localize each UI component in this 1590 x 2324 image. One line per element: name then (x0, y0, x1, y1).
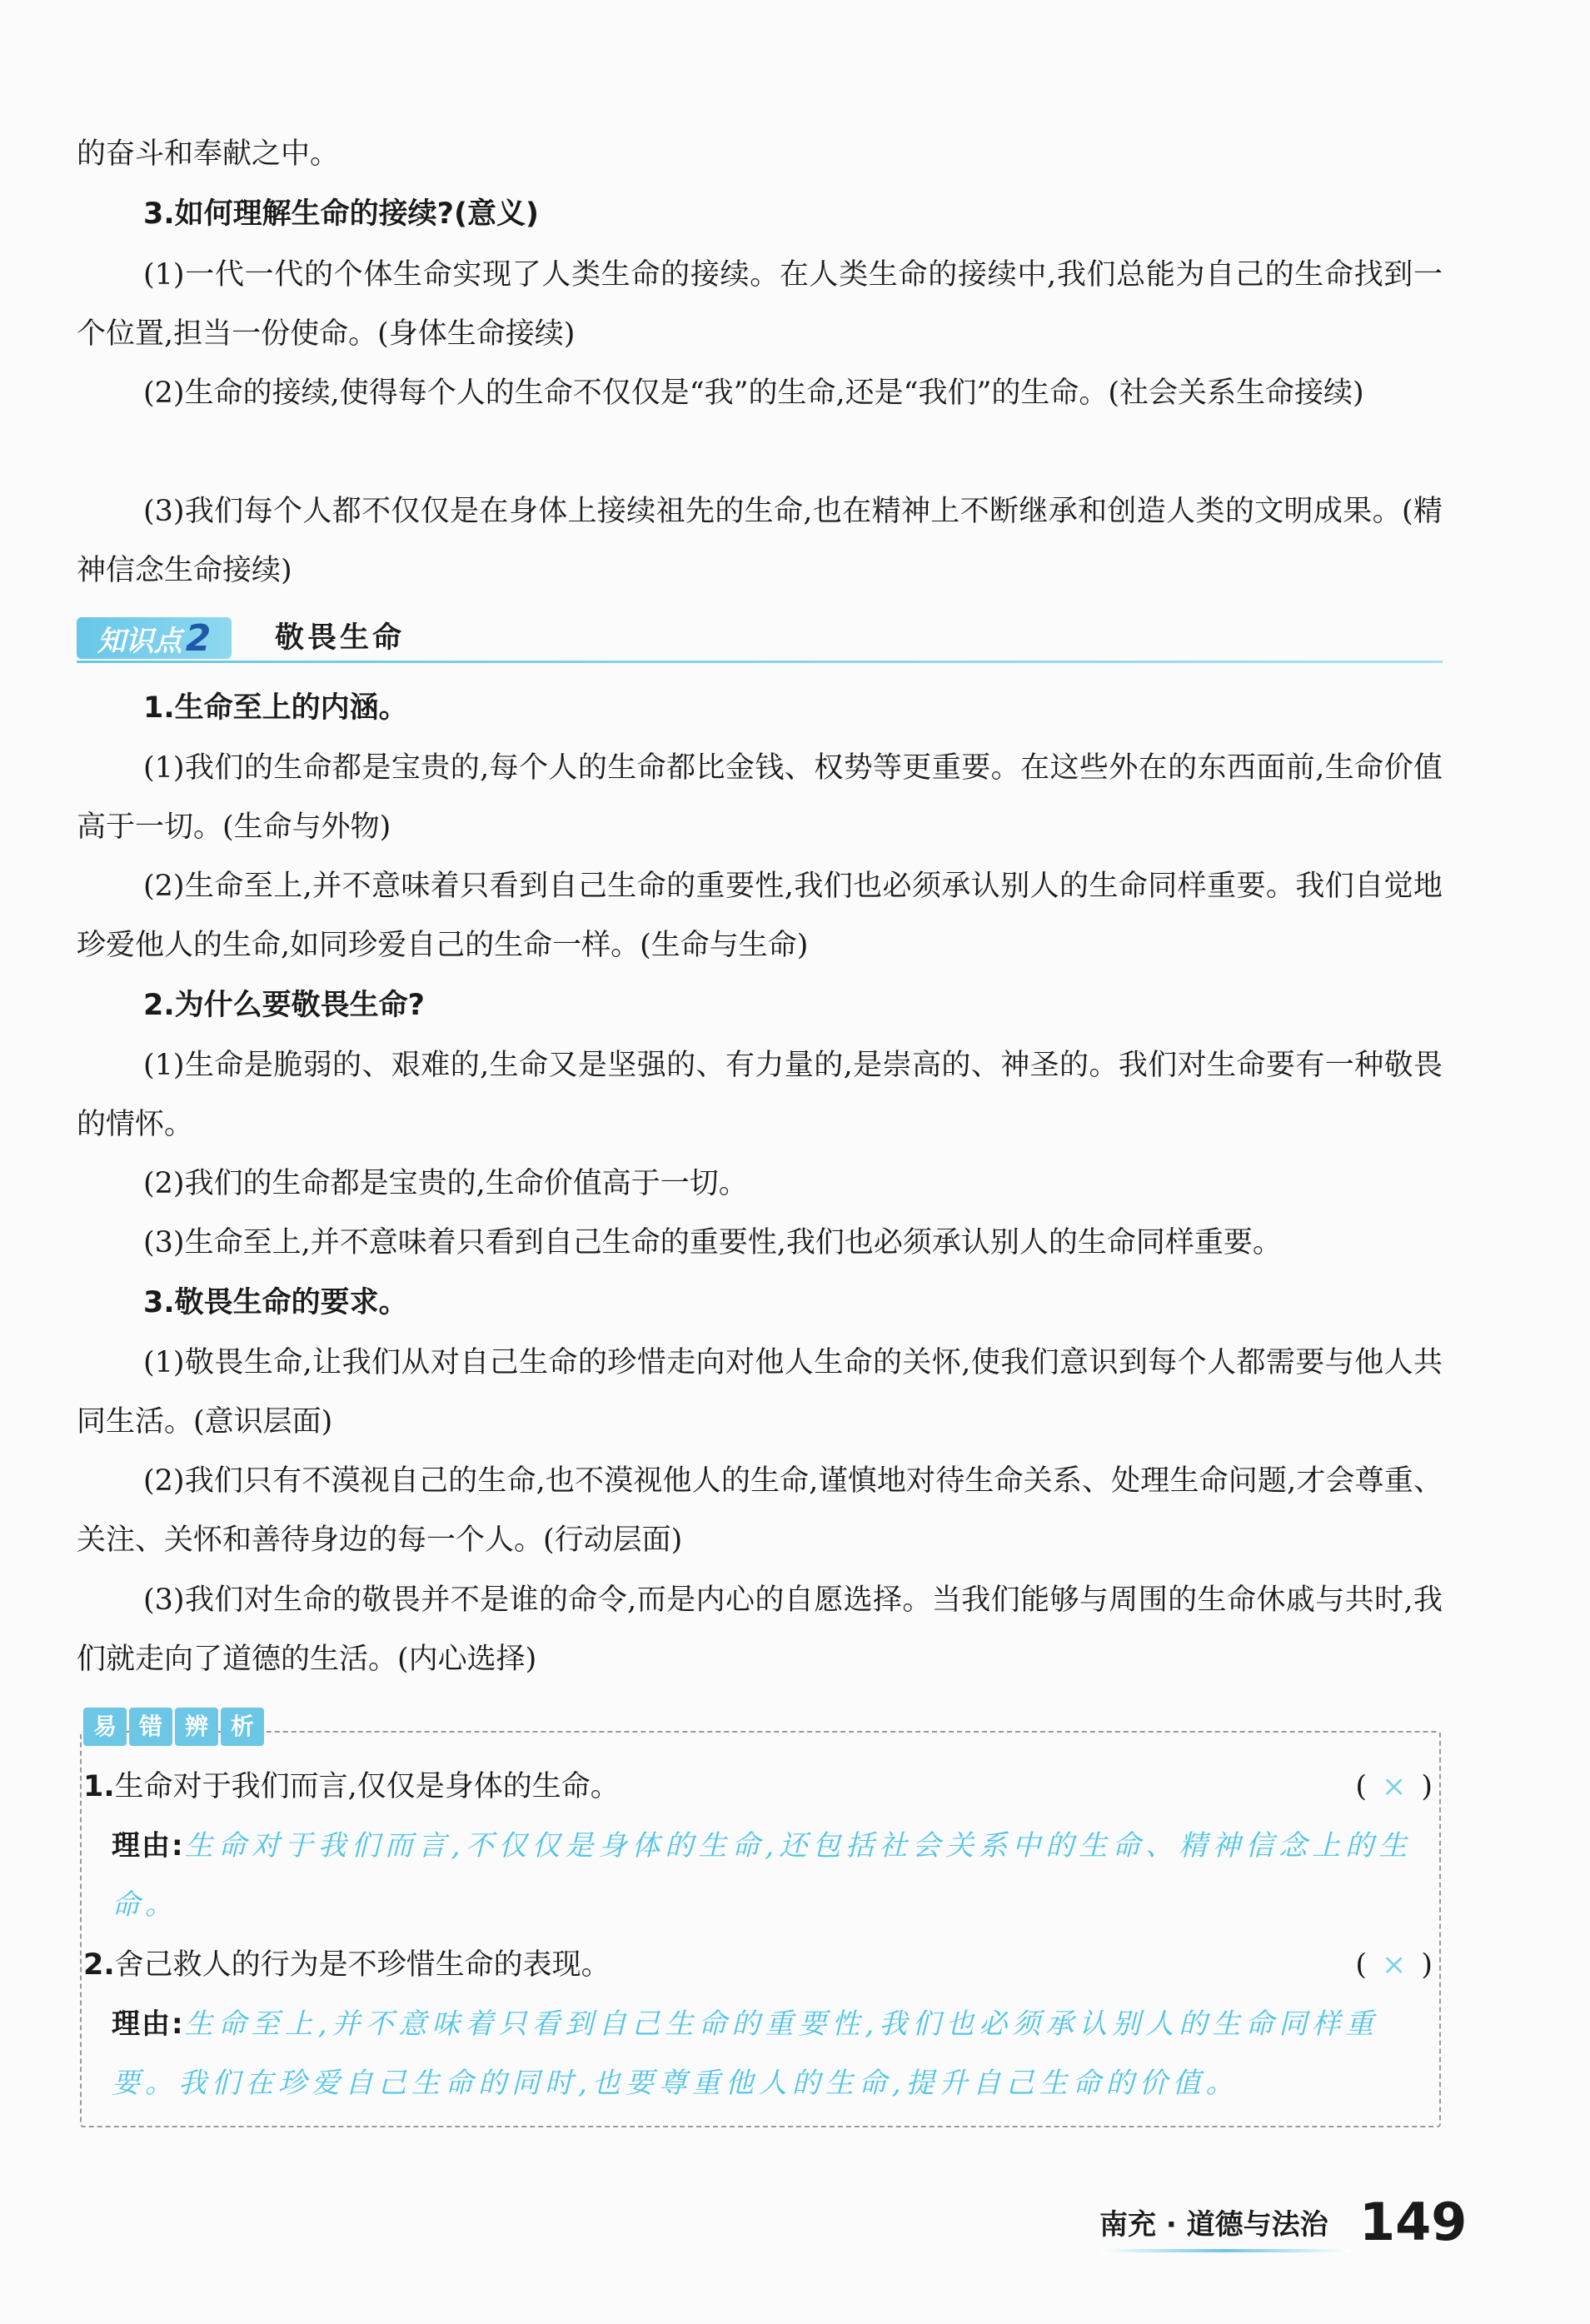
error-item-1-reason (112, 1817, 1436, 1935)
q3-item-1: (1)一代一代的个体生命实现了人类生命的接续。在人类生命的接续中,我们总能为自己的生命找到一个位置,担当一份使命。(身体生命接续) (77, 258, 1443, 351)
error-tag-char-3: 辨 (175, 1708, 218, 1746)
error-item-2 (83, 1936, 1433, 1995)
s2-heading-1: 1.生命至上的内涵。 (143, 691, 408, 725)
s2-h3-item-1: (1)敬畏生命,让我们从对自己生命的珍惜走向对他人生命的关怀,使我们意识到每个人都需要与他人共同生活。(意识层面) (77, 1346, 1443, 1439)
wrong-mark-icon: × (1382, 1770, 1407, 1803)
error-item-1-judgement (1355, 1758, 1433, 1817)
error-item-2-number: 2. (83, 1948, 115, 1982)
s2-h1-item-1: (1)我们的生命都是宝贵的,每个人的生命都比金钱、权势等更重要。在这些外在的东西面前,生命价值高于一切。(生命与外物) (77, 751, 1443, 844)
error-item-1-reason-text: 生命对于我们而言,不仅仅是身体的生命,还包括社会关系中的生命、精神信念上的生命。 (112, 1829, 1413, 1922)
s2-heading-3: 3.敬畏生命的要求。 (143, 1286, 408, 1319)
paren-close: ) (1421, 1948, 1433, 1982)
error-item-1-number: 1. (83, 1770, 115, 1803)
knowledge-point-banner (77, 612, 1443, 664)
footer-subject: 南充 · 道德与法治 (1099, 2208, 1328, 2242)
error-item-1-statement: 生命对于我们而言,仅仅是身体的生命。 (114, 1770, 620, 1803)
s2-h3-item-3: (3)我们对生命的敬畏并不是谁的命令,而是内心的自愿选择。当我们能够与周围的生命休戚与共时,我们就走向了道德的生活。(内心选择) (77, 1583, 1443, 1676)
paren-open: ( (1355, 1770, 1368, 1803)
error-item-2-judgement (1355, 1936, 1433, 1995)
error-analysis-tag (83, 1708, 264, 1748)
q3-item-2: (2)生命的接续,使得每个人的生命不仅仅是“我”的生命,还是“我们”的生命。(社会关系生命接续) (143, 377, 1364, 410)
error-tag-char-2: 错 (129, 1708, 172, 1746)
q3-item-3: (3)我们每个人都不仅仅是在身体上接续祖先的生命,也在精神上不断继承和创造人类的文明成果。(精神信念生命接续) (77, 495, 1443, 587)
error-item-1 (83, 1758, 1433, 1817)
knowledge-point-badge-label: 知识点 (97, 624, 182, 658)
error-tag-char-4: 析 (221, 1708, 264, 1746)
knowledge-point-number: 2 (185, 616, 212, 660)
error-tag-char-1: 易 (83, 1708, 127, 1746)
s2-h2-item-1: (1)生命是脆弱的、艰难的,生命又是坚强的、有力量的,是崇高的、神圣的。我们对生命要有一种敬畏的情怀。 (77, 1049, 1443, 1141)
reason-label: 理由: (112, 1829, 185, 1863)
continuation-text: 的奋斗和奉献之中。 (77, 137, 340, 171)
paren-close: ) (1421, 1770, 1433, 1803)
q3-heading: 3.如何理解生命的接续?(意义) (143, 197, 539, 231)
s2-h2-item-2: (2)我们的生命都是宝贵的,生命价值高于一切。 (143, 1167, 748, 1200)
paren-open: ( (1355, 1948, 1368, 1982)
knowledge-point-underline (77, 661, 1443, 663)
knowledge-point-title: 敬畏生命 (275, 621, 406, 655)
s2-heading-2: 2.为什么要敬畏生命? (143, 989, 425, 1022)
error-item-2-statement: 舍己救人的行为是不珍惜生命的表现。 (114, 1948, 611, 1982)
footer-underline (1099, 2249, 1349, 2252)
page-number: 149 (1359, 2192, 1468, 2252)
error-item-2-reason (112, 1995, 1436, 2113)
reason-label: 理由: (112, 2007, 185, 2041)
s2-h2-item-3: (3)生命至上,并不意味着只看到自己生命的重要性,我们也必须承认别人的生命同样重要。 (143, 1226, 1282, 1259)
error-item-2-reason-text: 生命至上,并不意味着只看到自己生命的重要性,我们也必须承认别人的生命同样重要。我们在珍爱自己生命的同时,也要尊重他人的生命,提升自己生命的价值。 (112, 2007, 1379, 2100)
s2-h3-item-2: (2)我们只有不漠视自己的生命,也不漠视他人的生命,谨慎地对待生命关系、处理生命问题,才会尊重、关注、关怀和善待身边的每一个人。(行动层面) (77, 1464, 1443, 1557)
wrong-mark-icon: × (1382, 1948, 1407, 1982)
knowledge-point-badge (77, 617, 232, 659)
s2-h1-item-2: (2)生命至上,并不意味着只看到自己生命的重要性,我们也必须承认别人的生命同样重要。我们自觉地珍爱他人的生命,如同珍爱自己的生命一样。(生命与生命) (77, 870, 1443, 962)
